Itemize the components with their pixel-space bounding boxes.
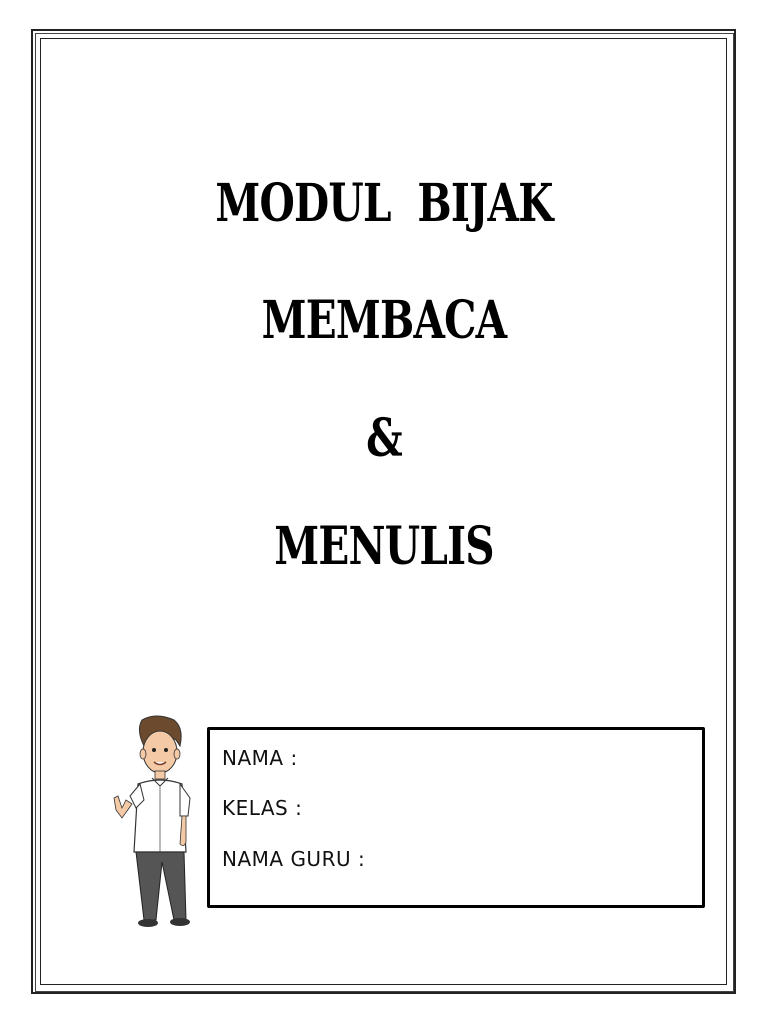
title-line-3: & xyxy=(366,408,402,469)
teacher-character-icon xyxy=(104,712,194,932)
teacher-name-label: NAMA GURU : xyxy=(222,847,366,871)
class-label: KELAS : xyxy=(222,796,303,820)
title-line-2: MEMBACA xyxy=(261,290,507,351)
title-line-4: MENULIS xyxy=(274,516,494,577)
student-info-box xyxy=(207,727,705,908)
name-label: NAMA : xyxy=(222,746,298,770)
title-line-1: MODUL BIJAK xyxy=(215,173,553,234)
